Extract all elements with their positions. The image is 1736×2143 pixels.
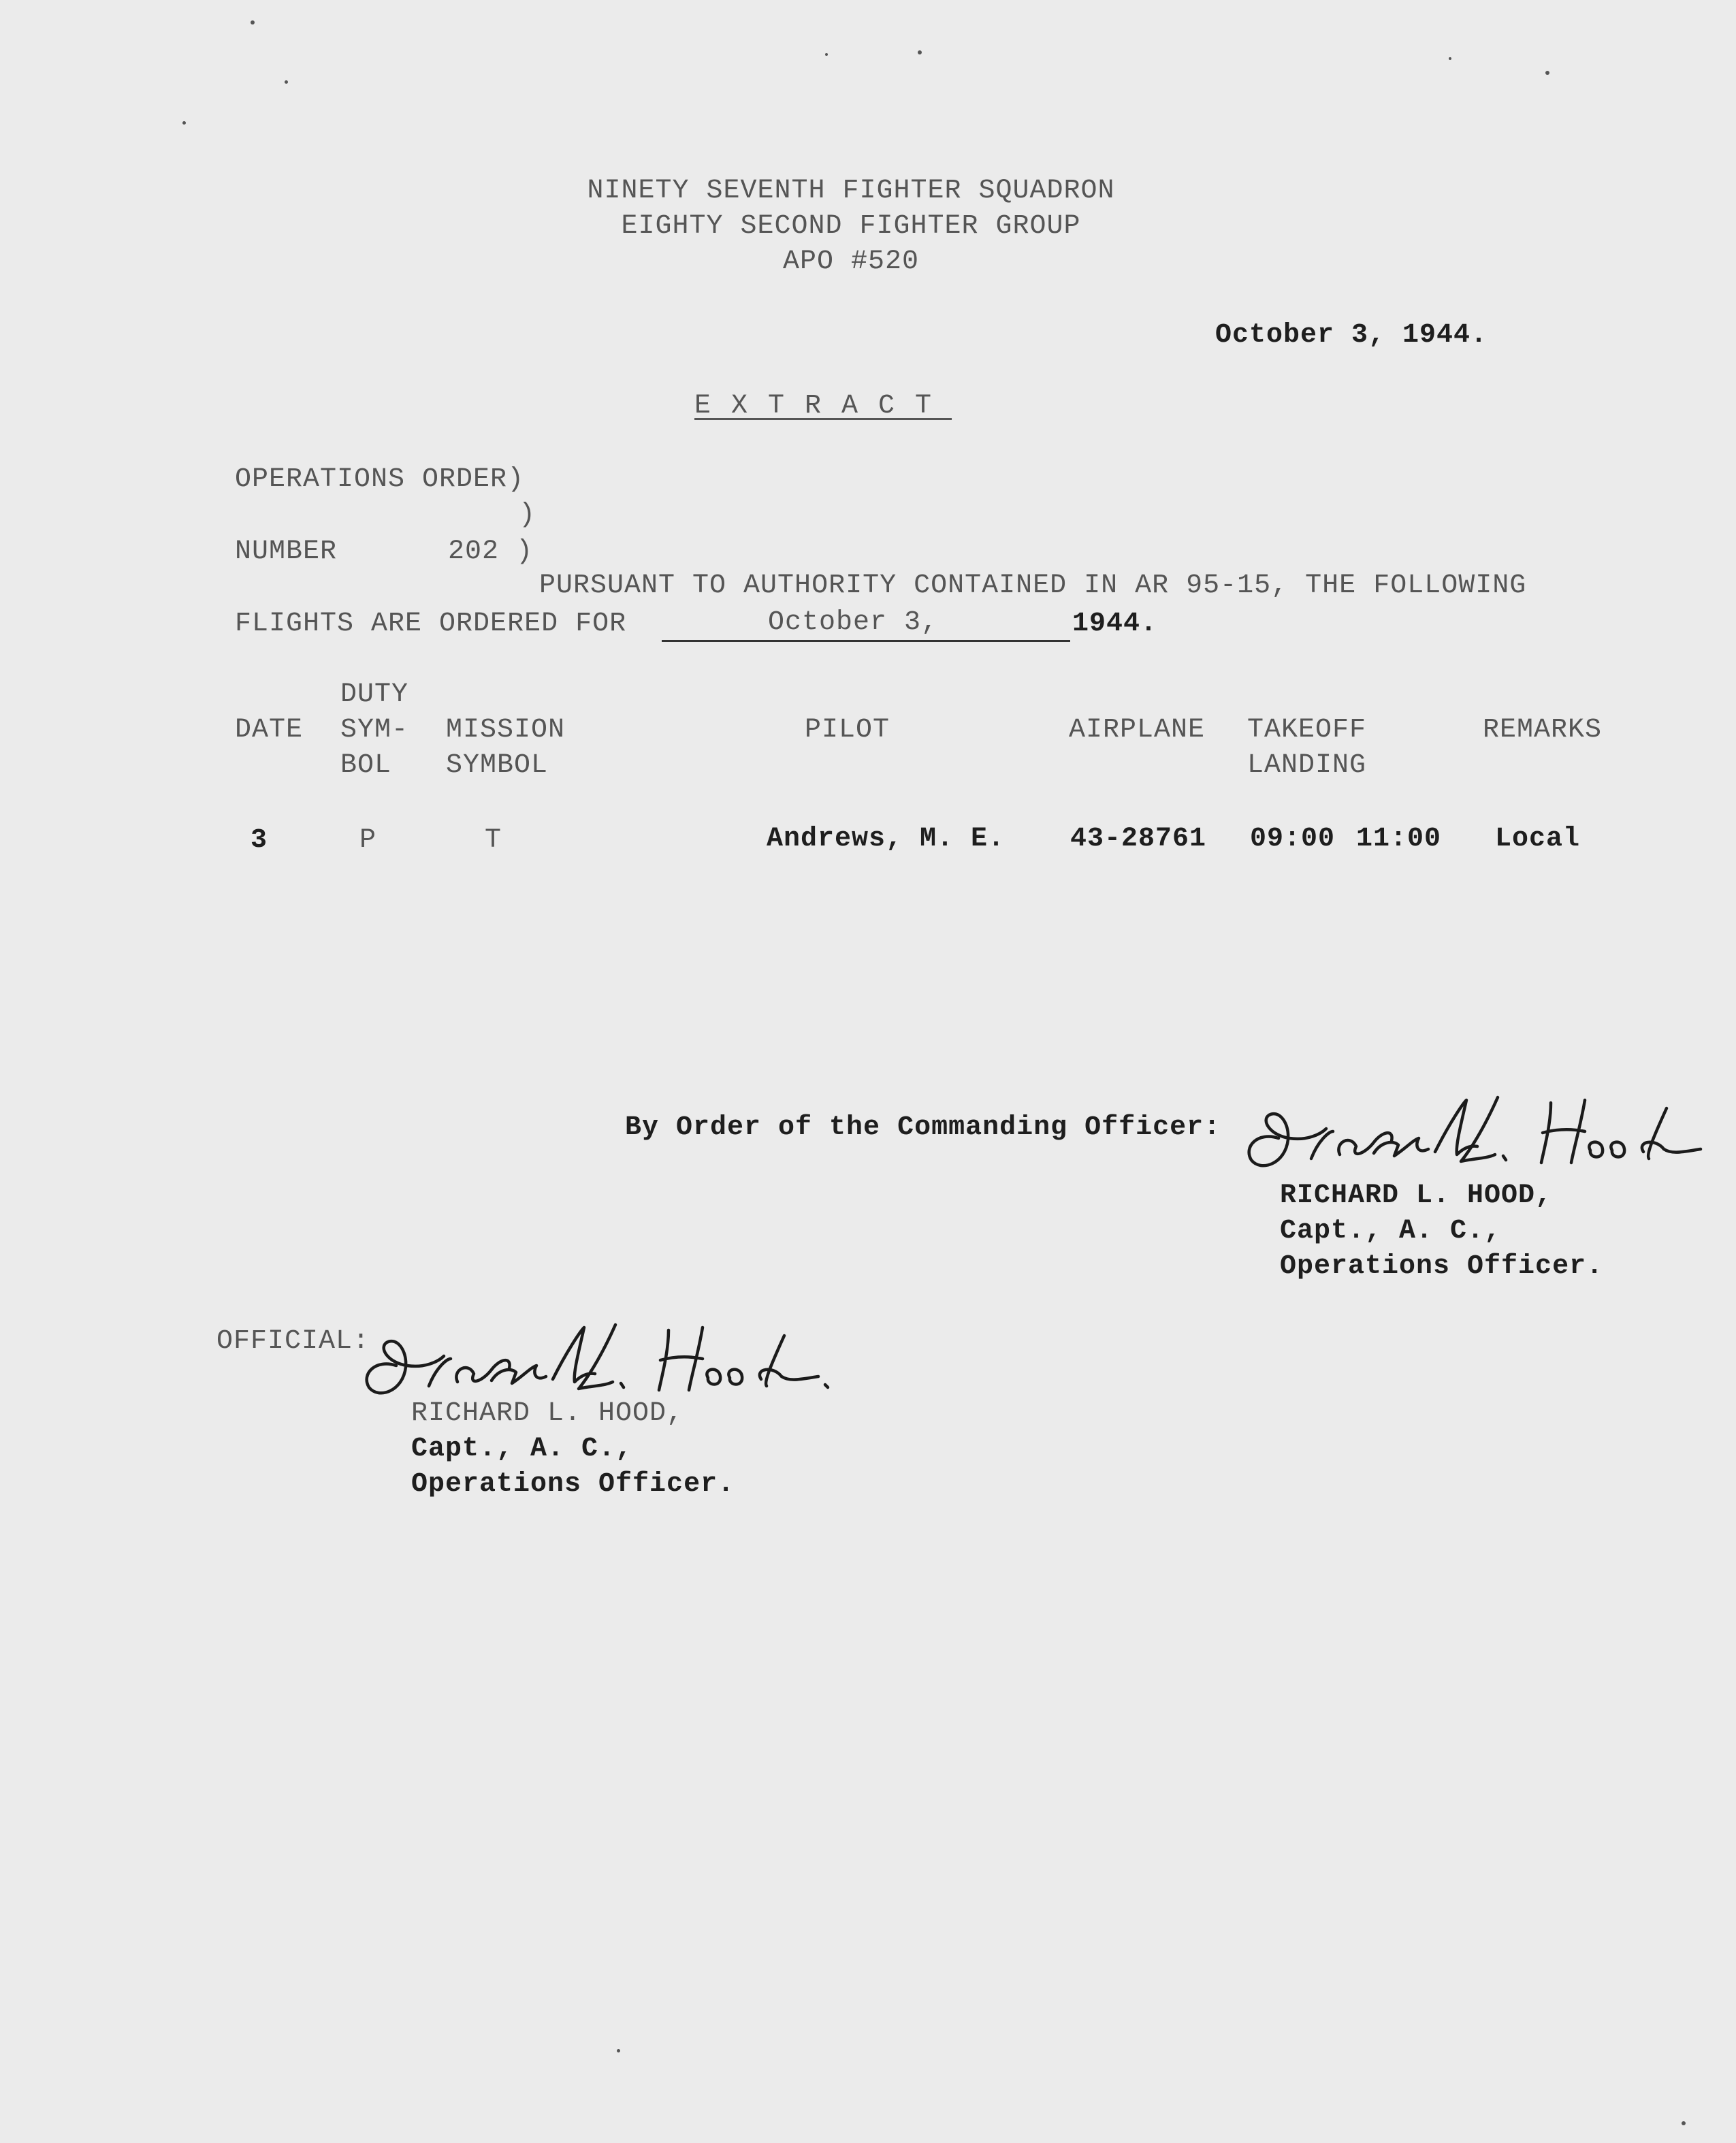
row-airplane: 43-28761: [1070, 824, 1207, 854]
col-header-mission-2: SYMBOL: [446, 750, 549, 781]
pursuant-line-1: PURSUANT TO AUTHORITY CONTAINED IN AR 95-15, THE FOLLOWING: [539, 570, 1527, 601]
operations-order-label: OPERATIONS ORDER): [235, 464, 525, 495]
col-header-duty-1: DUTY: [340, 679, 409, 710]
command-name: RICHARD L. HOOD,: [1280, 1180, 1553, 1211]
speck: [251, 20, 255, 25]
ordered-date-underline: [662, 640, 1070, 642]
speck: [1682, 2121, 1686, 2125]
row-duty: P: [359, 825, 377, 856]
col-header-airplane: AIRPLANE: [1069, 715, 1206, 745]
speck: [617, 2049, 620, 2052]
col-header-date: DATE: [235, 715, 304, 745]
row-remarks: Local: [1495, 824, 1581, 854]
header-line-2: EIGHTY SECOND FIGHTER GROUP: [621, 211, 1081, 242]
official-title: Operations Officer.: [411, 1469, 735, 1500]
speck: [1449, 57, 1451, 60]
document-title: EXTRACT: [694, 391, 952, 421]
order-paren: ): [519, 500, 536, 530]
official-name: RICHARD L. HOOD,: [411, 1398, 684, 1429]
ordered-year: 1944.: [1072, 609, 1158, 639]
row-pilot: Andrews, M. E.: [767, 824, 1006, 854]
order-number: 202 ): [448, 536, 534, 567]
speck: [1545, 71, 1549, 75]
speck: [825, 53, 828, 56]
speck: [285, 80, 288, 84]
col-header-pilot: PILOT: [805, 715, 890, 745]
official-signature: [349, 1311, 839, 1406]
order-number-label: NUMBER: [235, 536, 338, 567]
row-date: 3: [251, 825, 268, 856]
command-title: Operations Officer.: [1280, 1251, 1604, 1282]
official-label: OFFICIAL:: [216, 1326, 370, 1357]
row-mission: T: [485, 825, 502, 856]
commanding-signature: [1231, 1084, 1721, 1179]
col-header-takeoff: TAKEOFF: [1247, 715, 1367, 745]
official-rank: Capt., A. C.,: [411, 1434, 633, 1464]
header-line-3: APO #520: [782, 246, 920, 277]
col-header-duty-3: BOL: [340, 750, 392, 781]
document-date: October 3, 1944.: [1215, 320, 1488, 351]
col-header-mission-1: MISSION: [446, 715, 566, 745]
col-header-remarks: REMARKS: [1483, 715, 1603, 745]
speck: [182, 121, 186, 125]
ordered-date: October 3,: [768, 607, 939, 638]
by-order-line: By Order of the Commanding Officer:: [625, 1112, 1221, 1143]
speck: [918, 50, 922, 54]
command-rank: Capt., A. C.,: [1280, 1216, 1502, 1246]
col-header-duty-2: SYM-: [340, 715, 409, 745]
row-takeoff: 09:00: [1250, 824, 1336, 854]
header-line-1: NINETY SEVENTH FIGHTER SQUADRON: [587, 176, 1115, 206]
row-landing: 11:00: [1356, 824, 1442, 854]
col-header-landing: LANDING: [1247, 750, 1367, 781]
pursuant-line-2: FLIGHTS ARE ORDERED FOR: [235, 609, 627, 639]
